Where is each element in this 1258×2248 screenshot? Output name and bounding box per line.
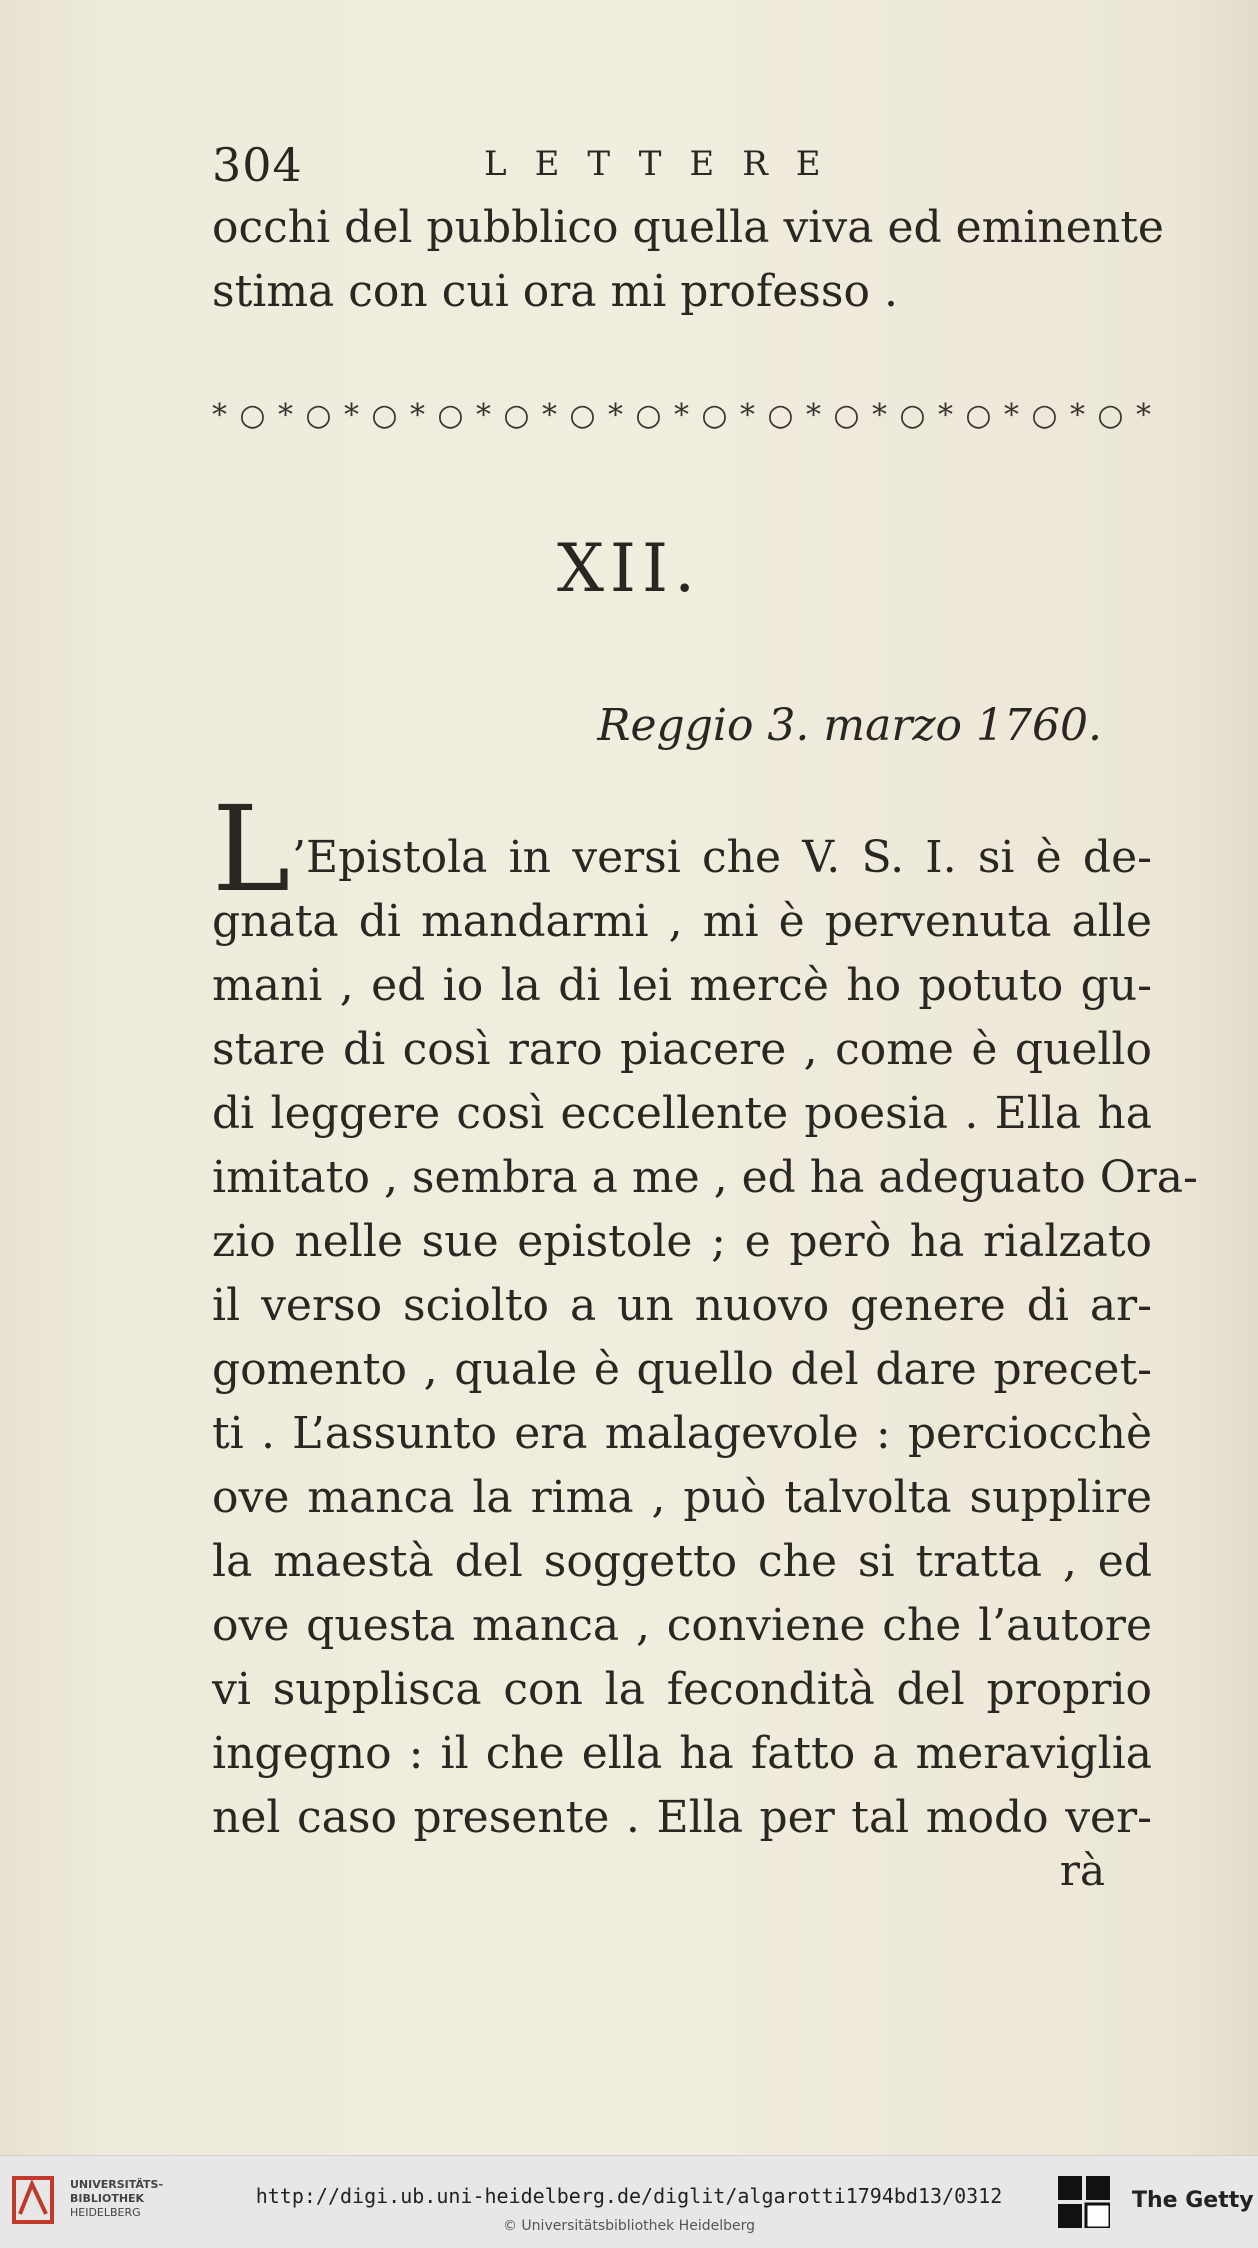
- partner-name: The Getty: [1132, 2188, 1254, 2213]
- text-line: ti . L’assunto era malagevole : perciocchè: [212, 1408, 1152, 1459]
- drop-cap: L: [212, 780, 291, 918]
- text-line: gomento , quale è quello del dare precet-: [212, 1344, 1152, 1395]
- text-line: ingegno : il che ella ha fatto a meraviglia: [212, 1728, 1152, 1779]
- getty-logo-icon: [1058, 2176, 1110, 2228]
- page-header: [212, 138, 1152, 198]
- copyright-notice: © Universitätsbibliothek Heidelberg: [502, 2218, 755, 2234]
- text-line: vi supplisca con la fecondità del proprio: [212, 1664, 1152, 1715]
- catchword: rà: [1059, 1846, 1105, 1895]
- text-line: mani , ed io la di lei mercè ho potuto gu-: [212, 960, 1152, 1011]
- text-line: stare di così raro piacere , come è quello: [212, 1024, 1152, 1075]
- text-line: zio nelle sue epistole ; e però ha rialzato: [212, 1216, 1152, 1267]
- text-line: ove manca la rima , può talvolta supplire: [212, 1472, 1152, 1523]
- text-line: nel caso presente . Ella per tal modo ver-: [212, 1792, 1152, 1843]
- text-line: stima con cui ora mi professo .: [212, 266, 898, 317]
- text-line: imitato , sembra a me , ed ha adeguato Ora-: [212, 1152, 1198, 1203]
- viewer-footer: [0, 2155, 1258, 2248]
- text-line: gnata di mandarmi , mi è pervenuta alle: [212, 896, 1152, 947]
- library-name: UNIVERSITÄTS- BIBLIOTHEK HEIDELBERG: [70, 2178, 164, 2219]
- running-title: LETTERE: [484, 144, 849, 184]
- text-line-first: ’Epistola in versi che V. S. I. si è de-: [292, 832, 1152, 883]
- text-line: il verso sciolto a un nuovo genere di ar-: [212, 1280, 1152, 1331]
- chapter-number: XII.: [556, 530, 702, 607]
- text-line: di leggere così eccellente poesia . Ella ha: [212, 1088, 1152, 1139]
- dateline: Reggio 3. marzo 1760.: [597, 700, 1102, 751]
- text-line: la maestà del soggetto che si tratta , ed: [212, 1536, 1152, 1587]
- text-line: ove questa manca , conviene che l’autore: [212, 1600, 1152, 1651]
- text-line: occhi del pubblico quella viva ed eminente: [212, 202, 1164, 253]
- permalink-url[interactable]: http://digi.ub.uni-heidelberg.de/diglit/algarotti1794bd13/0312: [255, 2184, 1003, 2208]
- page-number: 304: [212, 138, 303, 192]
- ornament-divider: *○*○*○*○*○*○*○*○*○*○*○*○*○*○*: [212, 398, 1152, 433]
